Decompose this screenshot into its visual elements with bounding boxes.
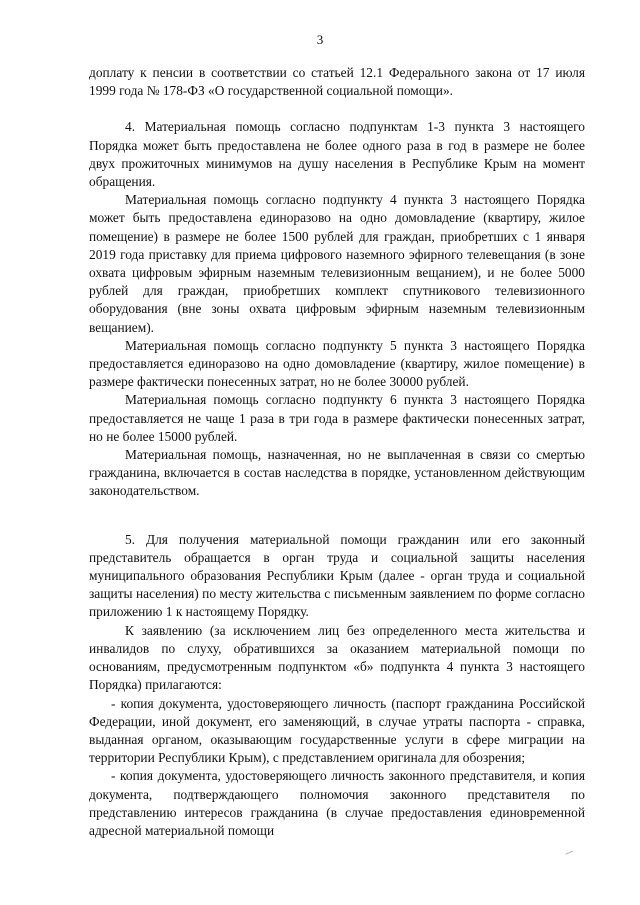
paragraph-inheritance: Материальная помощь, назначенная, но не выплаченная в связи со смертью гражданина, включается в состав наследства в порядке, установленном действующим законодательством. (89, 447, 585, 499)
paragraph-clause-5: 5. Для получения материальной помощи гражданин или его законный представитель обращается в орган труда и социальной защиты населения муниципального образования Республики Крым (далее - орган труда и социальной защиты населения) по месту жительства с письменным заявлением по форме согласно приложению 1 к настоящему Порядку. (89, 531, 585, 620)
paragraph-attachments: К заявлению (за исключением лиц без определенного места жительства и инвалидов по слуху, обратившихся за оказанием материальной помощи по основаниям, предусмотренным подпунктом «б» подпункта 4 пункта 3 настоящего Порядка) прилагаются: (89, 622, 585, 693)
scan-mark (565, 851, 574, 859)
paragraph-subclause-6: Материальная помощь согласно подпункту 6 пункта 3 настоящего Порядка предоставляется не чаще 1 раза в три года в размере фактически понесенных затрат, но не более 15000 рублей. (89, 392, 585, 444)
paragraph-clause-4: 4. Материальная помощь согласно подпунктам 1-3 пункта 3 настоящего Порядка может быть предоставлена не более одного раза в год в размере не более двух прожиточных минимумов на душу населения в Республике Крым на момент обращения. (89, 119, 585, 190)
paragraph-subclause-4: Материальная помощь согласно подпункту 4 пункта 3 настоящего Порядка может быть предоставлена единоразово на одно домовладение (квартиру, жилое помещение) в размере не более 1500 рублей для граждан, приобретших с 1 января 2019 года приставку для приема цифрового наземного эфирного телевещания (в зоне охвата цифровым эфирным наземным телевизионным вещанием), и не более 5000 рублей для граждан, приобретших комплект спутникового телевизионного оборудования (вне зоны охвата цифровым эфирным наземным телевизионным вещанием). (89, 192, 585, 335)
document-body (89, 64, 585, 840)
list-item-representative-copy: - копия документа, удостоверяющего личность законного представителя, и копия документа, подтверждающего полномочия законного представителя по представлению интересов гражданина (в случае предоставления единовременной адресной материальной помощи (89, 768, 585, 838)
list-item-identity-copy: - копия документа, удостоверяющего личность (паспорт гражданина Российской Федерации, иной документ, его заменяющий, в случае утраты паспорта - справка, выданная органом, оказывающим государственные услуги в сфере миграции на территории Республики Крым), с представлением оригинала для обозрения; (89, 695, 585, 766)
paragraph-continuation: доплату к пенсии в соответствии со статьей 12.1 Федерального закона от 17 июля 1999 года № 178-ФЗ «О государственной социальной помощи». (89, 65, 585, 99)
page-number: 3 (316, 32, 324, 47)
paragraph-subclause-5: Материальная помощь согласно подпункту 5 пункта 3 настоящего Порядка предоставляется единоразово на одно домовладение (квартиру, жилое помещение) в размере фактически понесенных затрат, но не более 30000 рублей. (89, 337, 585, 390)
